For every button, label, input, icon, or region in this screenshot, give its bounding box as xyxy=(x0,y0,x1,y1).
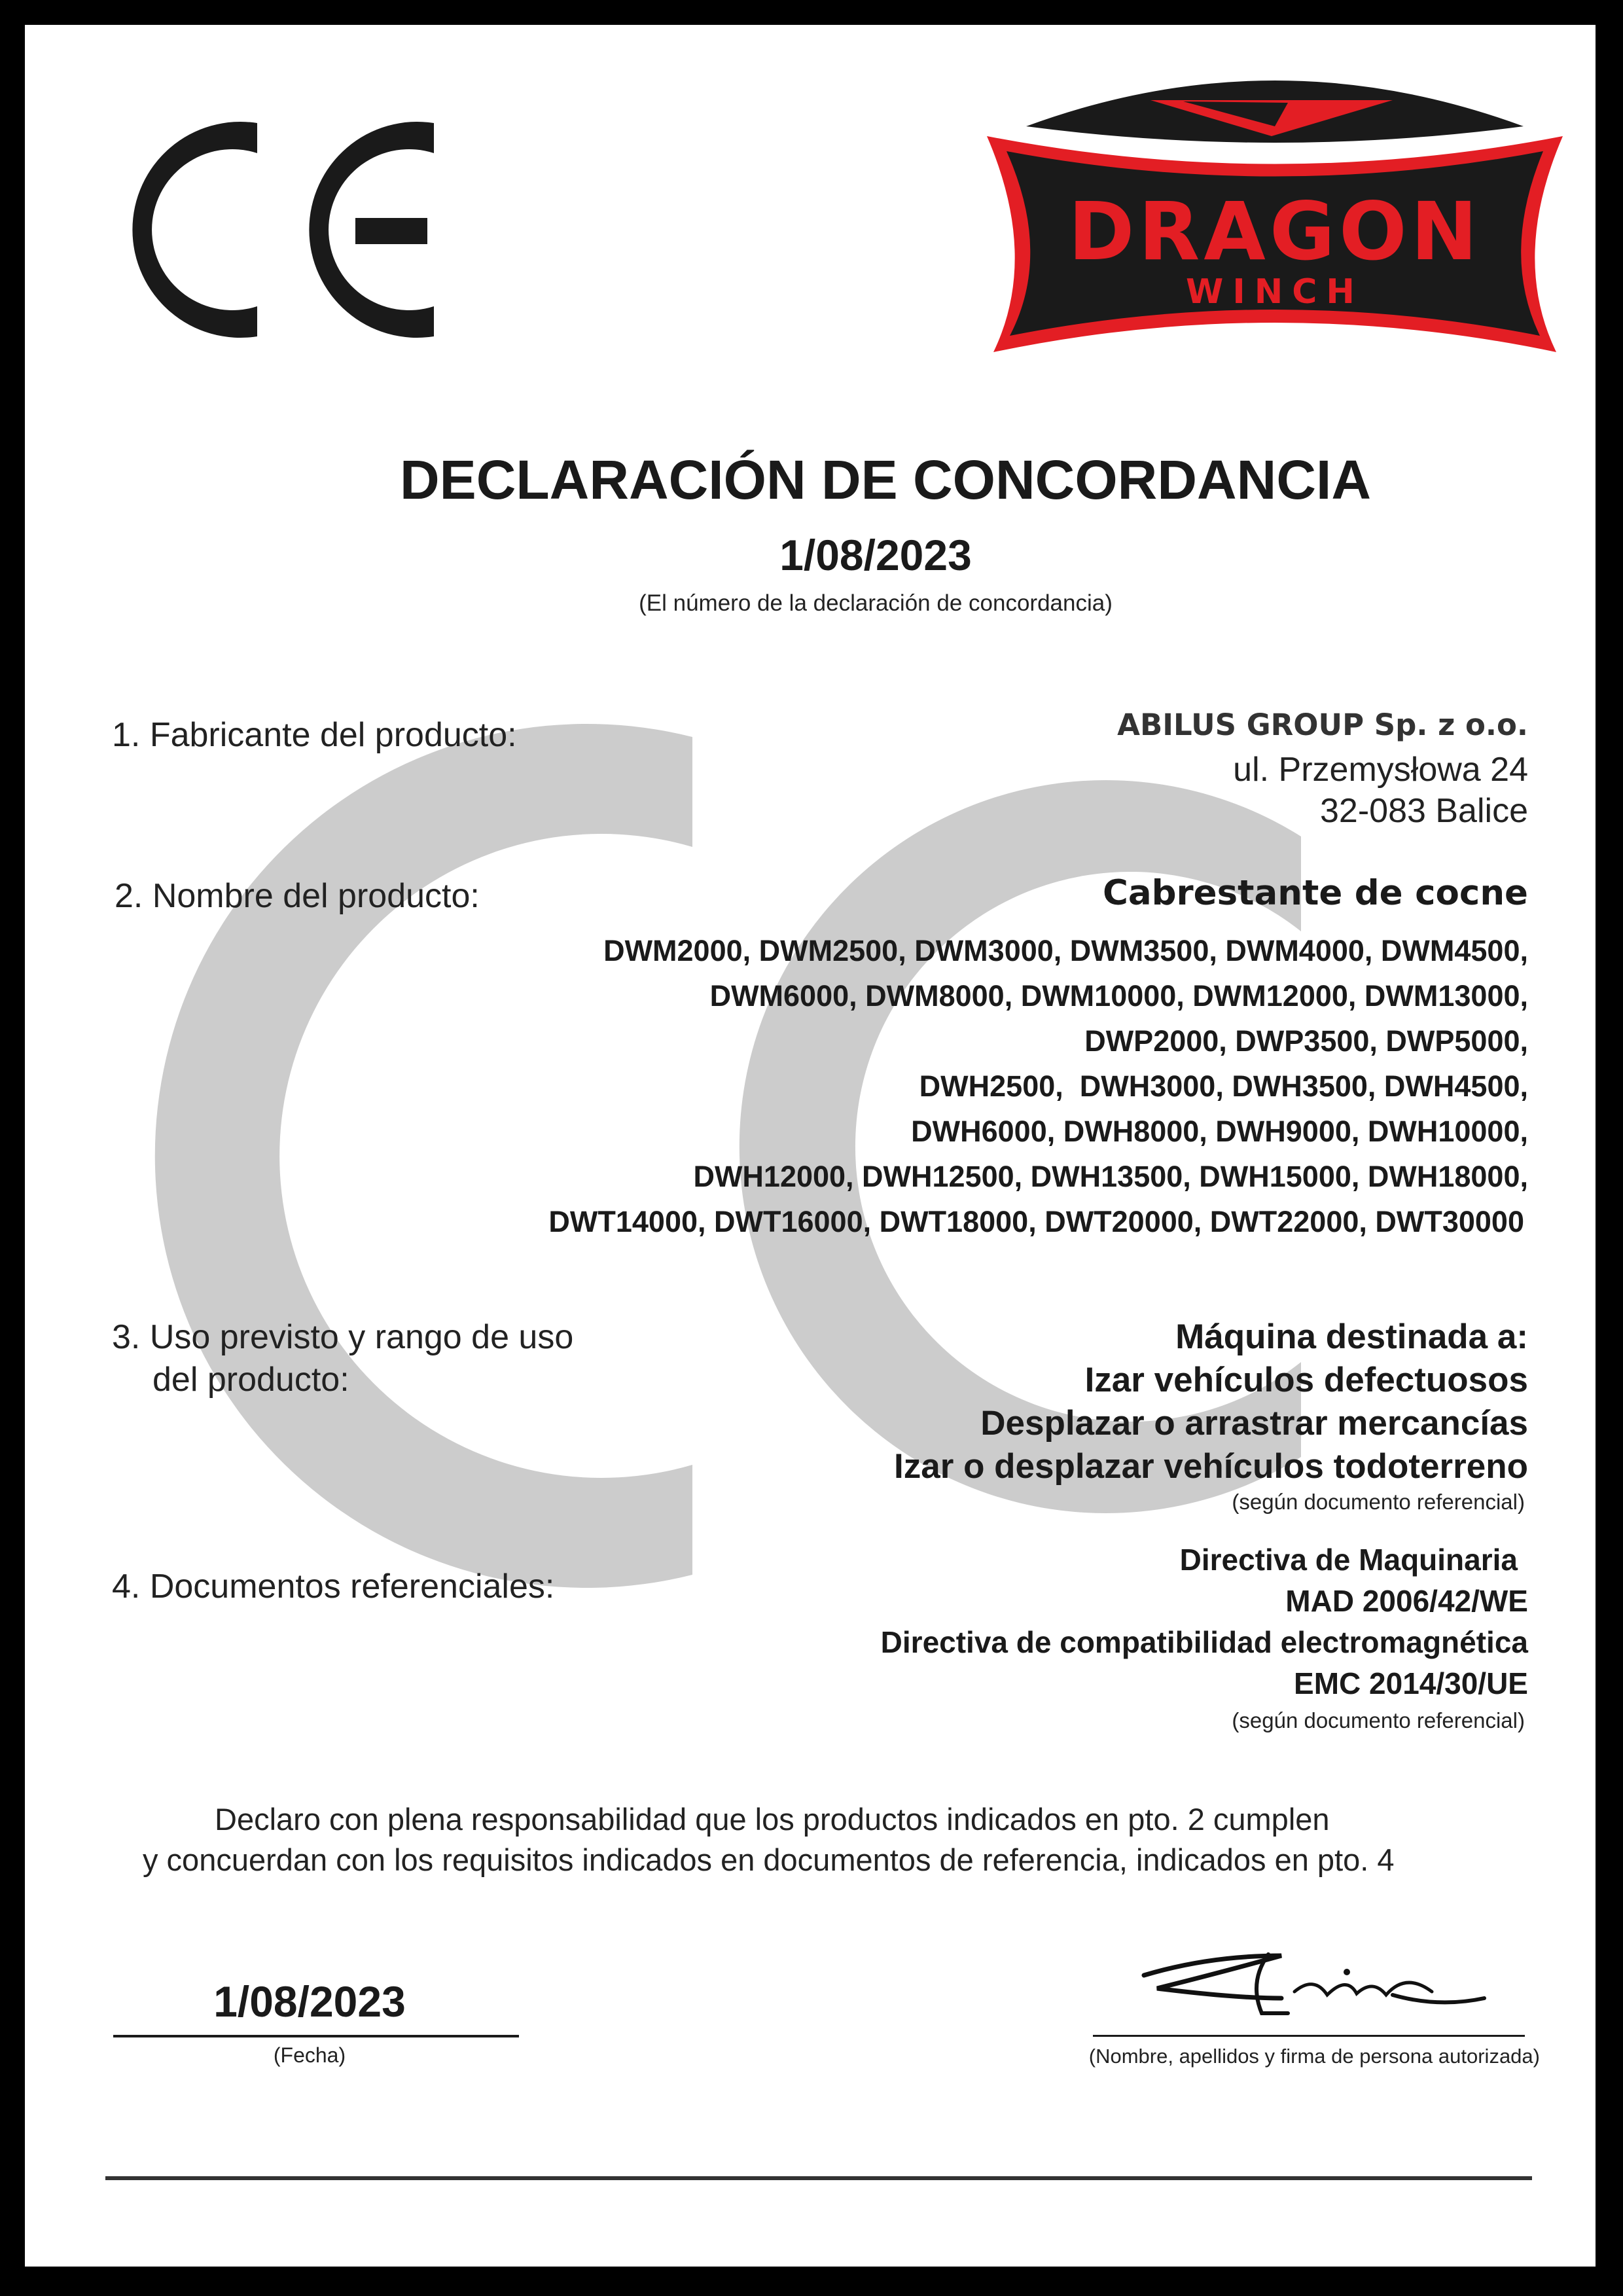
product-models xyxy=(548,928,1528,1244)
ce-mark-logo xyxy=(123,110,450,352)
model-line: DWP2000, DWP3500, DWP5000, xyxy=(1084,1024,1528,1058)
reference-docs-label: 4. Documentos referenciales: xyxy=(112,1568,555,1605)
intended-use-line: Máquina destinada a: xyxy=(1175,1318,1528,1356)
reference-doc-line: Directiva de Maquinaria xyxy=(1179,1543,1518,1577)
date-caption: (Fecha) xyxy=(273,2043,346,2067)
declaration-page xyxy=(25,25,1596,2267)
reference-doc-line: Directiva de compatibilidad electromagnética xyxy=(880,1625,1528,1659)
brand-name: DRAGON xyxy=(1068,185,1482,278)
model-line: DWM2000, DWM2500, DWM3000, DWM3500, DWM4000, DWM4500, xyxy=(603,934,1528,967)
model-line: DWT14000, DWT16000, DWT18000, DWT20000, DWT22000, DWT30000 xyxy=(548,1205,1524,1238)
intended-use-line: Desplazar o arrastrar mercancías xyxy=(980,1404,1528,1443)
declaration-number: 1/08/2023 xyxy=(779,531,972,579)
intended-use-label-line2: del producto: xyxy=(152,1361,349,1399)
model-line: DWM6000, DWM8000, DWM10000, DWM12000, DWM13000, xyxy=(709,979,1528,1013)
intended-use-line: Izar o desplazar vehículos todoterreno xyxy=(894,1447,1528,1486)
signature-caption: (Nombre, apellidos y firma de persona autorizada) xyxy=(1088,2045,1540,2068)
brand-sub: WINCH xyxy=(1186,272,1364,312)
signature-line xyxy=(1093,2035,1525,2037)
footer-date: 1/08/2023 xyxy=(213,1977,406,2026)
statement-line1: Declaro con plena responsabilidad que los productos indicados en pto. 2 cumplen xyxy=(215,1802,1330,1837)
manufacturer-city: 32-083 Balice xyxy=(1320,792,1528,830)
date-line xyxy=(113,2035,519,2037)
model-line: DWH12000, DWH12500, DWH13500, DWH15000, DWH18000, xyxy=(693,1160,1528,1193)
reference-doc-line: EMC 2014/30/UE xyxy=(1294,1666,1528,1700)
product-label: 2. Nombre del producto: xyxy=(115,877,480,915)
document-title: DECLARACIÓN DE CONCORDANCIA xyxy=(400,449,1371,511)
intended-use-note: (según documento referencial) xyxy=(1232,1490,1525,1514)
bottom-rule xyxy=(105,2176,1532,2180)
manufacturer-label: 1. Fabricante del producto: xyxy=(112,716,517,754)
statement-line2: y concuerdan con los requisitos indicados en documentos de referencia, indicados en pto. 4 xyxy=(143,1842,1395,1877)
model-line: DWH6000, DWH8000, DWH9000, DWH10000, xyxy=(911,1115,1528,1148)
manufacturer-company: ABILUS GROUP Sp. z o.o. xyxy=(1117,708,1528,742)
dragon-winch-logo xyxy=(987,61,1576,368)
reference-docs-note: (según documento referencial) xyxy=(1232,1708,1525,1732)
signature xyxy=(1131,1936,1497,2021)
product-name: Cabrestante de cocne xyxy=(1102,873,1528,913)
model-line: DWH2500, DWH3000, DWH3500, DWH4500, xyxy=(919,1069,1528,1103)
intended-use-lines xyxy=(894,1316,1528,1488)
manufacturer-street: ul. Przemysłowa 24 xyxy=(1233,751,1528,789)
ce-mark-text: CE xyxy=(123,110,124,111)
declaration-number-caption: (El número de la declaración de concordancia) xyxy=(639,590,1113,616)
reference-docs-lines xyxy=(881,1539,1528,1704)
intended-use-line: Izar vehículos defectuosos xyxy=(1084,1361,1528,1399)
reference-doc-line: MAD 2006/42/WE xyxy=(1285,1584,1528,1618)
intended-use-label-line1: 3. Uso previsto y rango de uso xyxy=(112,1318,574,1356)
